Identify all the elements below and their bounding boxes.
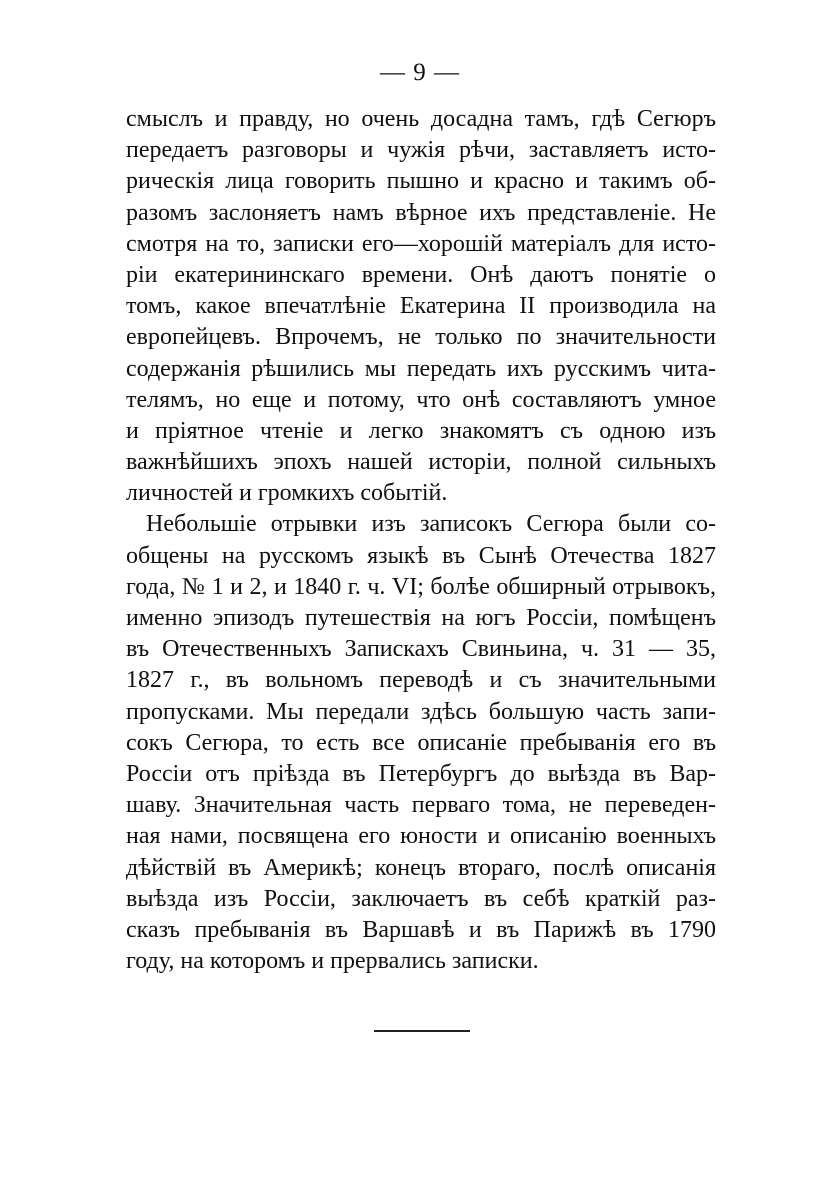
text-line: телямъ, но еще и потому, что онѣ составляютъ умное <box>126 386 716 413</box>
text-line: ная нами, посвящена его юности и описанію военныхъ <box>126 823 716 850</box>
text-line: передаетъ разговоры и чужія рѣчи, заставляетъ исто- <box>126 137 716 164</box>
text-line: выѣзда изъ Россіи, заключаетъ въ себѣ краткій раз- <box>126 885 716 912</box>
text-line: шаву. Значительная часть перваго тома, не переведен- <box>126 792 716 819</box>
text-line: рическія лица говорить пышно и красно и такимъ об- <box>126 168 716 195</box>
page-number: — 9 — <box>380 59 460 86</box>
text-line: и пріятное чтеніе и легко знакомятъ съ одною изъ <box>126 417 716 444</box>
text-line: содержанія рѣшились мы передать ихъ русскимъ чита- <box>126 355 716 382</box>
text-line: европейцевъ. Впрочемъ, не только по значительности <box>126 324 716 351</box>
text-line: разомъ заслоняетъ намъ вѣрное ихъ представленіе. Не <box>126 199 716 226</box>
text-line: Небольшіе отрывки изъ записокъ Сегюра были со- <box>146 511 716 538</box>
text-line: 1827 г., въ вольномъ переводѣ и съ значительными <box>126 667 716 694</box>
text-line: именно эпизодъ путешествія на югъ Россіи, помѣщенъ <box>126 605 716 631</box>
text-line: смыслъ и правду, но очень досадна тамъ, гдѣ Сегюръ <box>126 106 716 132</box>
paragraph-2 <box>126 509 716 977</box>
body-text <box>126 104 716 977</box>
text-line: сокъ Сегюра, то есть все описаніе пребыванія его въ <box>126 729 716 756</box>
text-line: сказъ пребыванія въ Варшавѣ и въ Парижѣ въ 1790 <box>126 916 716 943</box>
text-line: томъ, какое впечатлѣніе Екатерина II производила на <box>126 293 716 320</box>
text-line: общены на русскомъ языкѣ въ Сынѣ Отечества 1827 <box>126 542 716 569</box>
text-line: дѣйствій въ Америкѣ; конецъ втораго, послѣ описанія <box>126 854 716 881</box>
text-line: смотря на то, записки его—хорошій матеріалъ для исто- <box>126 230 716 257</box>
paragraph-1 <box>126 104 716 509</box>
text-line: въ Отечественныхъ Запискахъ Свиньина, ч. 31 — 35, <box>126 636 716 663</box>
text-line: года, № 1 и 2, и 1840 г. ч. VI; болѣе обширный отрывокъ, <box>126 573 716 600</box>
text-line: Россіи отъ пріѣзда въ Петербургъ до выѣзда въ Вар- <box>126 760 716 787</box>
end-divider <box>374 1030 470 1032</box>
text-line: важнѣйшихъ эпохъ нашей исторіи, полной сильныхъ <box>126 449 716 476</box>
text-line: личностей и громкихъ событій. <box>126 480 448 507</box>
text-line: ріи екатерининскаго времени. Онѣ даютъ понятіе о <box>126 261 716 288</box>
text-line: году, на которомъ и прервались записки. <box>126 948 539 975</box>
text-line: пропусками. Мы передали здѣсь большую часть запи- <box>126 698 716 725</box>
